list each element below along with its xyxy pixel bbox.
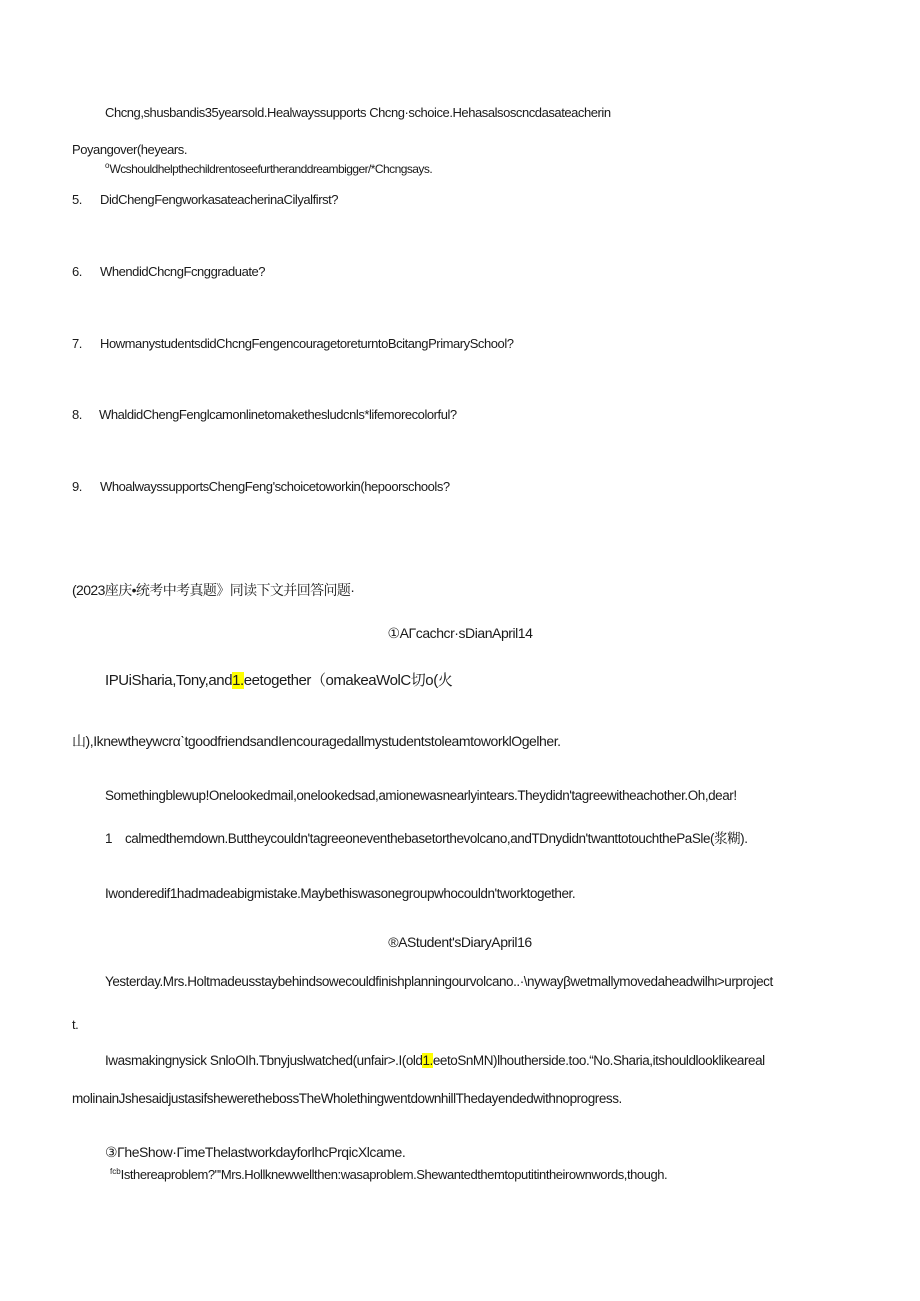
question-number: 9. [72, 479, 82, 494]
diary-2-paragraph-2 [105, 1052, 765, 1070]
question-text: HowmanystudentsdidChcngFengencouragetoreturntoBcitangPrimarySchool? [100, 336, 514, 351]
question-text: DidChengFengworkasateacherinaCilyalfirst? [100, 192, 339, 207]
text-run: IPUiSharia,Tony,and [105, 672, 233, 689]
passage-line-2: Poyangover(heyears. [72, 142, 188, 157]
text-run: Iwasmakingnysick SnloOIh.Tbnyjuslwatched(unfair>.I(old [105, 1053, 423, 1068]
diary-2-paragraph-1-tail: t. [72, 1017, 79, 1032]
text-run: Isthereaproblem?"'Mrs.Hollknewwellthen:wasaproblem.Shewantedthemtoputitintheirownwords,though. [120, 1167, 668, 1182]
diary-2-title: ®AStudent'sDiaryApril16 [388, 934, 532, 950]
question-item [72, 478, 450, 496]
question-item [72, 191, 338, 209]
question-text: WhaldidChengFenglcamonlinetomakethesludcnls*lifemorecolorful? [99, 407, 457, 422]
diary-1-paragraph-3 [105, 830, 748, 848]
diary-3-title: ③ΓheShow·ΓimeThelastworkdayforlhcPrqicXlcame. [105, 1144, 406, 1160]
text-run: eetogether（omakeaWolC切o(火 [243, 672, 453, 689]
question-text: WhoalwayssupportsChengFeng'schoicetoworkin(hepoorschools? [100, 479, 450, 494]
quote-mark: o [105, 161, 110, 170]
question-text: WhendidChcngFcnggraduate? [100, 264, 266, 279]
section-heading: (2023座庆•统考中考真题》同读下文并回答问题· [72, 582, 355, 598]
diary-1-paragraph-1-cont: 山),IknewtheywcrαˋtgoodfriendsandIencouragedallmystudentstoleamtoworklOgelher. [72, 733, 561, 749]
question-number: 8. [72, 407, 82, 422]
diary-3-paragraph-1 [110, 1163, 667, 1184]
question-number: 6. [72, 264, 82, 279]
passage-line-1: Chcng,shusbandis35yearsold.Healwayssupports Chcng·schoice.Hehasalsoscncdasateacherin [105, 105, 611, 120]
text-run: 1 [105, 831, 113, 846]
text-run: calmedthemdown.Buttheycouldn'tagreeoneventhebasetorthevolcano,andTDnydidn'twanttotouchthePaSle(浆糊). [125, 831, 748, 846]
diary-1-paragraph-1 [105, 670, 452, 692]
passage-line-3 [105, 157, 432, 178]
text-run: eetoSnMN)lhoutherside.too.“No.Sharia,itshouldlooklikeareal [432, 1053, 765, 1068]
question-item [72, 335, 514, 353]
diary-1-paragraph-2: Somethingblewup!Onelookedmail,onelookedsad,amionewasnearlyintears.Theydidn'tagreewitheachother.Oh,dear! [105, 788, 737, 803]
quote-text: Wcshouldhelpthechildrentoseefurtheranddreambigger/*Chcngsays. [109, 162, 433, 176]
highlighted-blank: 1. [422, 1053, 433, 1068]
question-item [72, 263, 265, 281]
highlighted-blank: 1. [232, 672, 244, 689]
diary-1-paragraph-4: Iwonderedif1hadmadeabigmistake.Maybethiswasonegroupwhocouldn'tworktogether. [105, 886, 576, 901]
quote-mark: fcb [110, 1167, 121, 1176]
question-number: 5. [72, 192, 82, 207]
diary-2-paragraph-1: Yesterday.Mrs.Holtmadeusstaybehindsowecouldfinishplanningourvolcano..·\nywayβwetmallymovedaheadwilhι>urproject [105, 974, 773, 989]
diary-2-paragraph-2-cont: molinainJshesaidjustasifshewerethebossTheWholethingwentdownhillThedayendedwithnoprogress. [72, 1091, 622, 1106]
question-number: 7. [72, 336, 82, 351]
question-item [72, 406, 457, 424]
diary-1-title: ①AΓcachcr·sDianApril14 [387, 625, 533, 641]
